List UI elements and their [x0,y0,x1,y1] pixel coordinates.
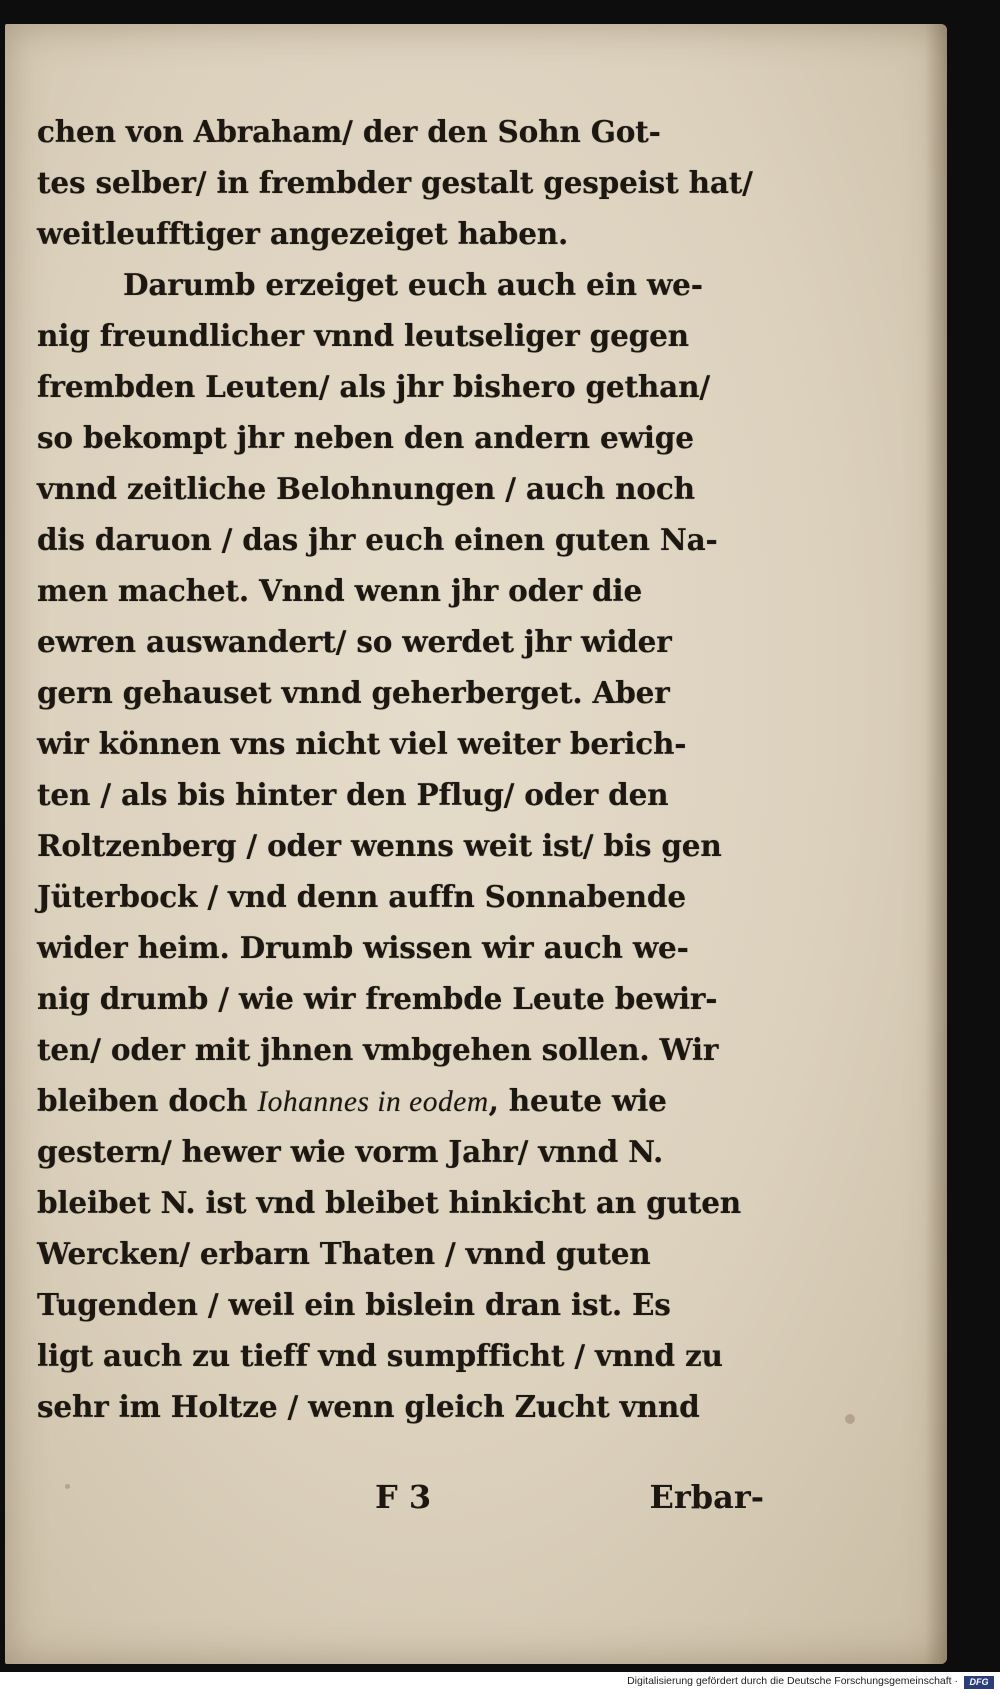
text-line: Roltzenberg / oder wenns weit ist/ bis gen [37,828,722,863]
text-line: ewren auswandert/ so werdet jhr wider [37,624,672,659]
text-segment: , heute wie [488,1083,667,1118]
dfg-logo: DFG [964,1676,994,1689]
text-line: gestern/ hewer wie vorm Jahr/ vnnd N. [37,1134,664,1169]
page-footer [37,1470,764,1530]
paper-stain [845,1414,855,1424]
page-text [37,106,764,1432]
signature-mark: F 3 [375,1478,432,1516]
text-line-with-latin [37,1075,764,1126]
catchword: Erbar- [649,1478,764,1516]
text-line: Jüterbock / vnd denn auffn Sonnabende [37,879,686,914]
text-line: Tugenden / weil ein bislein dran ist. Es [37,1287,671,1322]
text-segment: bleiben doch [37,1083,248,1118]
text-line: chen von Abraham/ der den Sohn Got- [37,114,661,149]
latin-phrase: Iohannes in eodem [257,1086,489,1118]
text-line: weitleufftiger angezeiget haben. [37,216,569,251]
text-line: frembden Leuten/ als jhr bishero gethan/ [37,369,710,404]
text-line: wider heim. Drumb wissen wir auch we- [37,930,689,965]
text-line: ten/ oder mit jhnen vmbgehen sollen. Wir [37,1032,719,1067]
text-line: nig drumb / wie wir frembde Leute bewir- [37,981,718,1016]
text-line: tes selber/ in frembder gestalt gespeist hat/ [37,165,753,200]
text-line: vnnd zeitliche Belohnungen / auch noch [37,471,695,506]
credit-text: Digitalisierung gefördert durch die Deutsche Forschungsgemeinschaft · [627,1675,958,1687]
text-line: gern gehauset vnnd geherberget. Aber [37,675,670,710]
text-line: ten / als bis hinter den Pflug/ oder den [37,777,669,812]
text-line: Darumb erzeiget euch auch ein we- [123,267,703,302]
text-line: bleibet N. ist vnd bleibet hinkicht an guten [37,1185,742,1220]
book-page [5,24,947,1664]
text-line: nig freundlicher vnnd leutseliger gegen [37,318,689,353]
text-line: men machet. Vnnd wenn jhr oder die [37,573,643,608]
text-line: so bekompt jhr neben den andern ewige [37,420,694,455]
text-line: sehr im Holtze / wenn gleich Zucht vnnd [37,1389,700,1424]
text-line: ligt auch zu tieff vnd sumpfficht / vnnd zu [37,1338,723,1373]
credit-bar [0,1672,1000,1694]
text-line: dis daruon / das jhr euch einen guten Na- [37,522,718,557]
text-line: Wercken/ erbarn Thaten / vnnd guten [37,1236,651,1271]
text-line: wir können vns nicht viel weiter berich- [37,726,687,761]
